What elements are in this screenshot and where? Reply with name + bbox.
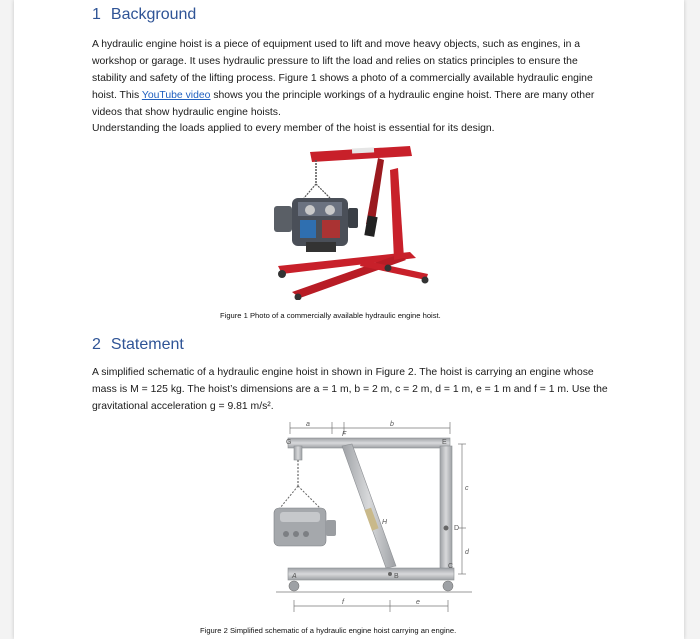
figure-2-caption: Figure 2 Simplified schematic of a hydraulic engine hoist carrying an engine. <box>200 626 457 635</box>
label-E: E <box>442 439 447 446</box>
dim-label-c: c <box>465 485 469 492</box>
label-G: G <box>286 439 292 446</box>
engine-hoist-photo <box>270 142 456 300</box>
label-B: B <box>394 573 399 580</box>
section-number: 2 <box>92 336 101 353</box>
youtube-video-link[interactable]: YouTube video <box>141 90 211 101</box>
section-title: Background <box>110 6 197 23</box>
section-number: 1 <box>92 6 101 23</box>
label-A: A <box>292 573 297 580</box>
dim-label-b: b <box>390 421 394 428</box>
dim-label-a: a <box>306 421 310 428</box>
section-heading-background <box>92 6 196 24</box>
dim-label-d: d <box>465 549 469 556</box>
dim-label-e: e <box>416 599 420 606</box>
label-H: H <box>382 519 388 526</box>
section-title: Statement <box>110 336 184 353</box>
dim-label-f: f <box>342 599 344 606</box>
hoist-schematic <box>272 416 478 618</box>
label-C: C <box>448 563 454 570</box>
statement-paragraph: A simplified schematic of a hydraulic engine hoist in shown in Figure 2. The hoist is carrying an engine whose mass is M = 125 kg. The hoist’s dimensions are a = 1 m, b = 2 m, c = 2 m, d = 1 m, e = 1 m and f = 1 m. Use the gravitational acceleration g = 9.81 m/s². <box>92 367 608 412</box>
loads-paragraph: Understanding the loads applied to every member of the hoist is essential for its design. <box>92 123 495 134</box>
label-F: F <box>342 431 347 438</box>
section-heading-statement <box>92 336 184 354</box>
background-paragraph <box>92 36 612 121</box>
figure-1-caption: Figure 1 Photo of a commercially available hydraulic engine hoist. <box>220 311 441 320</box>
paragraph-text: shows you the principle workings of a hydraulic engine hoist. There are many other videos that show hydraulic engine hoists. <box>92 90 595 118</box>
paragraph-text: A hydraulic engine hoist is a piece of equipment used to lift and move heavy objects, such as engines, in a workshop or garage. It uses hydraulic pressure to lift the load and relies on statics principles to ensure the stability and safety of the lifting process. Figure 1 shows a photo of a commercially available hydraulic engine hoist. This <box>92 39 593 101</box>
document-page <box>14 0 684 639</box>
label-D: D <box>454 525 460 532</box>
